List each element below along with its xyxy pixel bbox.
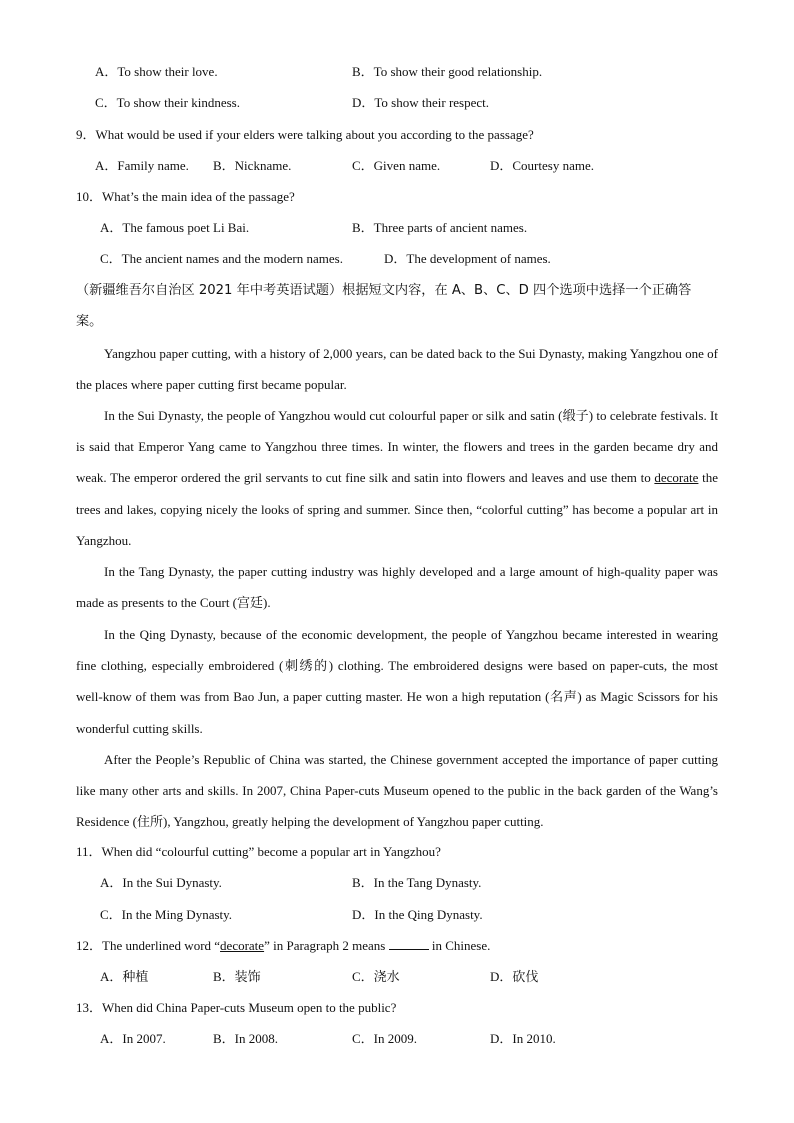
q9-stem: 9．What would be used if your elders were talking about you according to the passage?	[76, 127, 534, 142]
q13-option-d: D．In 2010.	[490, 1031, 556, 1046]
q10-options-row-1	[100, 219, 794, 237]
q12-stem	[76, 937, 490, 955]
section-header-line-1: （新疆维吾尔自治区 2021 年中考英语试题）根据短文内容，在 A、B、C、D 四个选项中选择一个正确答	[76, 283, 692, 298]
q10-option-a: A．The famous poet Li Bai.	[100, 220, 250, 235]
passage-paragraph-4-text: In the Qing Dynasty, because of the economic development, the people of Yangzhou became interested in wearing fine clothing, especially embroidered (刺绣的) clothing. The embroidered designs were based on paper-cuts, the most well-know of them was from Bao Jun, a paper cutting master. He won a high reputation (名声) as Magic Scissors for his wonderful cutting skills.	[76, 627, 718, 736]
q9-options-row	[95, 157, 794, 175]
q13-stem: 13．When did China Paper-cuts Museum open to the public?	[76, 1000, 397, 1015]
q12-answer-blank	[389, 937, 429, 950]
q12-option-b: B．装饰	[213, 969, 261, 984]
q8-options-row-1	[95, 63, 794, 81]
q12-option-d: D．砍伐	[490, 969, 539, 984]
passage-paragraph-1	[76, 338, 718, 400]
q8-option-b: B．To show their good relationship.	[352, 64, 543, 79]
q8-options-row-2	[95, 94, 794, 112]
passage-paragraph-5-text: After the People’s Republic of China was started, the Chinese government accepted the importance of paper cutting like many other arts and skills. In 2007, China Paper-cuts Museum opened to the public in the back garden of the Wang’s Residence (住所), Yangzhou, greatly helping the development of Yangzhou paper cutting.	[76, 752, 718, 830]
q11-option-b: B．In the Tang Dynasty.	[352, 875, 482, 890]
q10-stem: 10．What’s the main idea of the passage?	[76, 189, 295, 204]
q8-option-d: D．To show their respect.	[352, 95, 490, 110]
q9-option-d: D．Courtesy name.	[490, 158, 594, 173]
passage-paragraph-2	[76, 400, 718, 556]
q12-stem-part-2: ” in Paragraph 2 means	[264, 938, 386, 953]
q13-option-a: A．In 2007.	[100, 1031, 166, 1046]
passage-paragraph-1-text: Yangzhou paper cutting, with a history of 2,000 years, can be dated back to the Sui Dynasty, making Yangzhou one of the places where paper cutting first became popular.	[76, 346, 718, 393]
passage-paragraph-3	[76, 556, 718, 618]
q11-options-row-2	[100, 906, 794, 924]
q11-stem: 11．When did “colourful cutting” become a popular art in Yangzhou?	[76, 844, 441, 859]
q11-options-row-1	[100, 874, 794, 892]
q12-option-c: C．浇水	[352, 969, 400, 984]
q12-options-row	[100, 968, 794, 986]
section-header-line-2: 案。	[76, 314, 103, 329]
underlined-word-decorate: decorate	[654, 470, 699, 486]
q11-option-d: D．In the Qing Dynasty.	[352, 907, 483, 922]
q9-option-a: A．Family name.	[95, 158, 189, 173]
q10-options-row-2	[100, 250, 794, 268]
q9-option-c: C．Given name.	[352, 158, 441, 173]
q9-option-b: B．Nickname.	[213, 158, 292, 173]
passage-paragraph-2-text-b: the trees and lakes, copying nicely the looks of spring and summer. Since then, “colorful cutting” has become a popular art in Yangzhou.	[76, 470, 718, 548]
q10-option-c: C．The ancient names and the modern names.	[100, 251, 343, 266]
q11-option-a: A．In the Sui Dynasty.	[100, 875, 222, 890]
q10-option-d: D．The development of names.	[384, 251, 551, 266]
q10-option-b: B．Three parts of ancient names.	[352, 220, 528, 235]
q11-option-c: C．In the Ming Dynasty.	[100, 907, 233, 922]
q12-stem-part-3: in Chinese.	[431, 938, 491, 953]
passage-paragraph-4	[76, 619, 718, 744]
q13-option-b: B．In 2008.	[213, 1031, 279, 1046]
q12-underlined-word: decorate	[220, 938, 265, 953]
passage-paragraph-2-text-a: In the Sui Dynasty, the people of Yangzhou would cut colourful paper or silk and satin (缎子) to celebrate festivals. It is said that Emperor Yang came to Yangzhou three times. In winter, the flowers and trees in the garden became dry and weak. The emperor ordered the gril servants to cut fine silk and satin into flowers and leaves and use them to	[76, 408, 718, 486]
passage-paragraph-5	[76, 744, 718, 838]
q12-stem-part-1: 12．The underlined word “	[76, 938, 221, 953]
q8-option-c: C．To show their kindness.	[95, 95, 240, 110]
passage-paragraph-3-text: In the Tang Dynasty, the paper cutting industry was highly developed and a large amount of high-quality paper was made as presents to the Court (宫廷).	[76, 564, 718, 611]
q13-option-c: C．In 2009.	[352, 1031, 418, 1046]
q13-options-row	[100, 1030, 794, 1048]
q12-option-a: A．种植	[100, 969, 149, 984]
q8-option-a: A．To show their love.	[95, 64, 218, 79]
